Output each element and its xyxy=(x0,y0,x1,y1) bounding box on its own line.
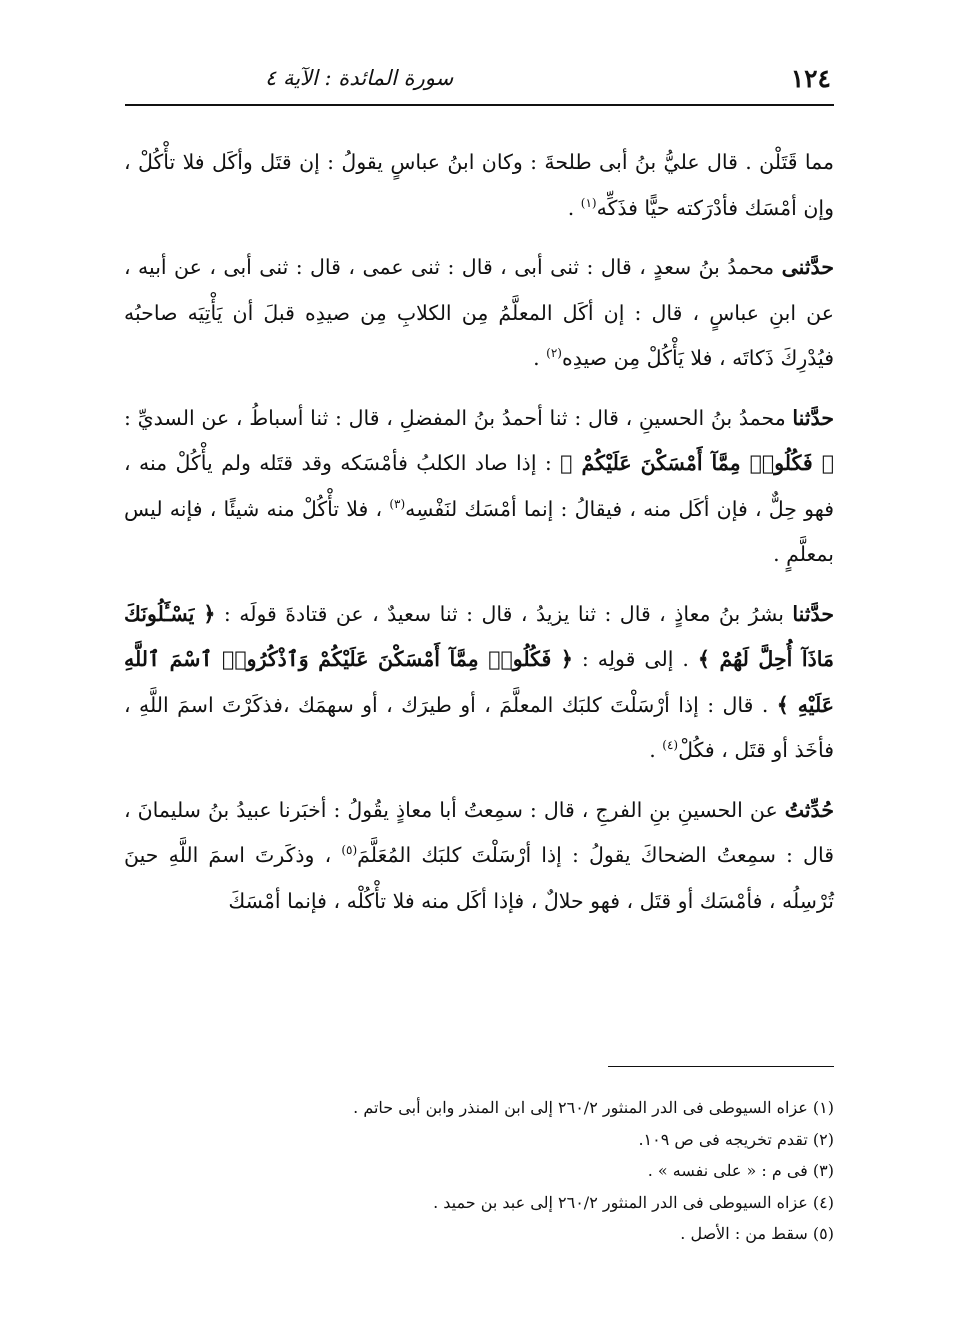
header-rule xyxy=(125,104,834,106)
paragraph-text: مما قَتَلْن . قال عليُّ بنُ أبى طلحةَ : وكان ابنُ عباسٍ يقولُ : إن قتَل وأكَل فلا تأْكُلْ ، وإن أمْسَك فأدْرَكته حيًّا فذَكِّه xyxy=(124,150,834,220)
paragraph xyxy=(124,140,834,231)
paragraph-text: ، فلا تأْكُلْ منه شيئًا ، فإنه ليس بمعلَّمٍ . xyxy=(124,496,834,566)
paragraph xyxy=(124,245,834,382)
footnote-reference: (٢) xyxy=(546,346,562,361)
footnote-reference: (١) xyxy=(580,195,597,210)
footnote: (١) عزاه السيوطى فى الدر المنثور ٢٦٠/٢ إلى ابن المنذر وابن أبى حاتم . xyxy=(353,1098,834,1117)
paragraph-text: بشرُ بنُ معاذٍ ، قال : ثنا يزيدُ ، قال : ثنا سعيدٌ ، عن قتادةَ قولَه : xyxy=(215,601,793,626)
paragraph-text: . إلى قولِه : xyxy=(572,647,698,671)
footnote: (٣) فى م : « على نفسه » . xyxy=(647,1161,834,1180)
footnotes xyxy=(200,1092,834,1250)
quran-quote: ﴿ يَسْـَٔلُونَكَ مَاذَآ أُحِلَّ لَهُمْ ﴾ xyxy=(124,601,834,671)
paragraph xyxy=(124,396,834,578)
paragraph-text: . xyxy=(567,195,581,220)
paragraph xyxy=(124,592,834,774)
quran-quote: ﴿ فَكُلُوا۟ مِمَّآ أَمْسَكْنَ عَلَيْكُمْ وَٱذْكُرُوا۟ ٱسْمَ ٱللَّهِ عَلَيْهِ ﴾ xyxy=(124,647,834,717)
paragraph-lead: حدَّثنا xyxy=(792,601,834,626)
paragraph-text: عن الحسينِ بنِ الفرجِ ، قال : سمِعتُ أبا معاذٍ يقُولُ : أخبَرنا عبيدُ بنُ سليمانَ ، قال : سمِعتُ الضحاكَ يقولُ : إذا أرْسَلْتَ كلبَك المُعَلَّمَ xyxy=(124,797,834,867)
paragraph-lead: حدَّثنا xyxy=(792,405,834,430)
footnote-reference: (٥) xyxy=(341,843,358,858)
paragraph-text: . xyxy=(533,346,547,370)
paragraph-lead: حدَّثنى xyxy=(781,255,834,279)
quran-quote: ﴿ فَكُلُوا۟ مِمَّآ أَمْسَكْنَ عَلَيْكُمْ ﴾ xyxy=(560,451,834,475)
footnote: (٥) سقط من : الأصل . xyxy=(680,1224,834,1243)
paragraph-text: ، وذكَرتَ اسمَ اللَّهِ حينَ تُرْسِلُه ، فأمْسَك أو قتَل ، فهو حلالٌ ، فإذا أكَل منه فلا تأْكُلْه ، فإنما أمْسَكَ xyxy=(124,843,834,913)
page-header xyxy=(125,58,831,98)
paragraph-lead: حُدِّثتُ xyxy=(784,797,834,822)
footnote: (٤) عزاه السيوطى فى الدر المنثور ٢٦٠/٢ إلى عبد بن حميد . xyxy=(433,1192,834,1212)
running-title: سورة المائدة : الآية ٤ xyxy=(265,66,454,90)
paragraph-text: محمدُ بنُ الحسينِ ، قال : ثنا أحمدُ بنُ المفضلِ ، قال : ثنا أسباطُ ، عن السديِّ : xyxy=(124,405,793,430)
page-number: ١٢٤ xyxy=(790,63,831,93)
paragraph-text: : إذا صاد الكلبُ فأمْسَكه وقد قتَله ولم يأْكُلْ منه ، فهو حِلٌّ ، فإن أكَل منه ، فيقالُ : إنما أمْسَك لنَفْسِه xyxy=(124,451,834,521)
footnote-rule xyxy=(608,1066,834,1067)
body-text xyxy=(124,140,834,938)
paragraph xyxy=(124,788,834,925)
paragraph-text: . xyxy=(649,738,663,762)
footnote-reference: (٤) xyxy=(662,738,679,753)
paragraph-text: محمدُ بنُ سعدٍ ، قال : ثنى أبى ، قال : ثنى عمى ، قال : ثنى أبى ، عن أبيه ، عن ابنِ عباسٍ ، قال : إن أكَل المعلَّمُ مِن الكلابِ مِن صيدِه قبلَ أن يَأْتِيَه صاحبُه فيُدْرِكَ ذَكاتَه ، فلا يَأْكُلْ مِن صيدِه xyxy=(124,255,834,370)
paragraph-text: . قال : إذا أرْسَلْتَ كلبَك المعلَّمَ ، أو طيرَك ، أو سهمَك ،فذكَرْتَ اسمَ اللَّهِ ، فأخَذ أو قتَل ، فكُلْ xyxy=(124,692,834,762)
footnote-reference: (٣) xyxy=(389,496,406,511)
footnote: (٢) تقدم تخريجه فى ص ١٠٩. xyxy=(638,1129,834,1149)
